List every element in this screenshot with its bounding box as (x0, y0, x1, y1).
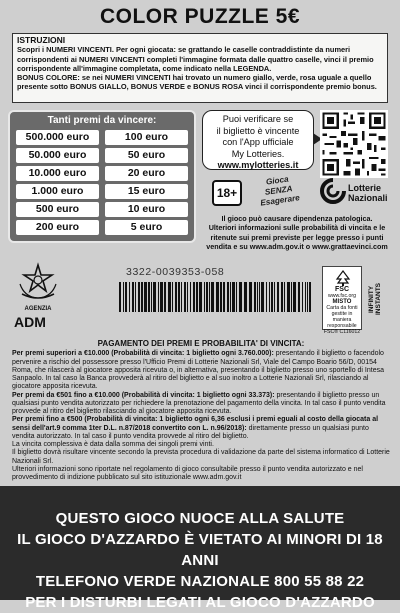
italian-republic-emblem-icon (16, 262, 60, 302)
footer-line: PER I DISTURBI LEGATI AL GIOCO D'AZZARDO (25, 594, 375, 611)
gambling-warning (202, 214, 392, 252)
lotterie-line: Nazionali (348, 193, 388, 203)
agency-label (16, 306, 60, 313)
prize-cell: 5 euro (105, 220, 188, 235)
payment-paragraph: La vincita complessiva è data dalla somma dei singoli premi vinti. (12, 441, 214, 448)
instructions-box (12, 33, 388, 103)
ticket-number: 3322-0039353-058 (126, 266, 225, 278)
warning-line: vendita e su www.adm.gov.it o www.grattaevinci.com (206, 242, 388, 252)
gioca-line: Gioca (265, 174, 290, 187)
payment-paragraph: Ulteriori informazioni sono riportate nel regolamento di gioco consultabile presso il punto vendita autorizzato e nel provvedimento di indizione pubblicato sul sito istituzionale www.adm.gov.it (12, 465, 363, 481)
prize-cell: 200 euro (16, 220, 99, 235)
fsc-tree-icon (334, 270, 352, 286)
prize-cell: 1.000 euro (16, 184, 99, 199)
payment-bold: Per premi superiori a €10.000 (Probabilità di vincita: 1 biglietto ogni 3.760.000): (12, 350, 274, 358)
payment-terms (12, 340, 390, 480)
prize-cell: 500.000 euro (16, 130, 99, 145)
prize-table (8, 110, 196, 243)
prize-cell: 50 euro (105, 148, 188, 163)
prize-cell: 10.000 euro (16, 166, 99, 181)
verify-line: Puoi verificare se (222, 114, 294, 124)
fsc-code: FSC® C116012 (323, 329, 361, 335)
fsc-site: www.fsc.org (328, 293, 356, 299)
payment-paragraph (12, 350, 390, 391)
footer-line: IL GIOCO D'AZZARDO È VIETATO AI MINORI DI 18 ANNI (17, 531, 383, 569)
gioca-line: SENZA (264, 184, 294, 197)
prize-cell: 50.000 euro (16, 148, 99, 163)
fsc-desc: Carta da fonti gestite in maniera responsabile (326, 305, 358, 329)
verify-line: il biglietto è vincente (216, 125, 300, 136)
barcode-icon[interactable] (118, 282, 313, 312)
warning-line: ritenute sui premi previste per legge presso i punti (210, 232, 384, 242)
gioca-line: Esagerare (259, 193, 301, 208)
verify-line: con l'App ufficiale (222, 137, 294, 147)
age-18-badge: 18+ (212, 180, 242, 206)
ticket-title: COLOR PUZZLE 5€ (99, 5, 301, 28)
prize-table-heading: Tanti premi da vincere: (47, 115, 157, 126)
payment-text: direttamente presso un qualsiasi punto vendita autorizzato. In tal caso il punto vendita provvede al ritiro del biglietto. (12, 424, 369, 440)
payment-paragraph (12, 392, 390, 417)
infinity-instants-logo: INFINITY INSTANTS (368, 282, 382, 316)
adm-logo: ADM (14, 314, 46, 330)
agency-line: AGENZIA (24, 306, 52, 312)
prize-cell: 20 euro (105, 166, 188, 181)
payment-bold: Per premi da €501 fino a €10.000 (Probabilità di vincita: 1 biglietto ogni 33.373): (12, 391, 275, 399)
logos-row (208, 174, 392, 212)
instructions-heading: ISTRUZIONI (17, 35, 66, 45)
payment-text: presentando il biglietto o facendolo pervenire a rischio del possessore presso l'Ufficio Premi di Lotterie Nazionali Srl, Viale del Campo Boario 56/D, 00154 Roma, che rilascerà al giocatore apposita ricevuta o, in alternativa, presentando il biglietto presso uno sportello di Intesa Sanpaolo. In tal caso la Banca provvederà al ritiro del biglietto e al suo inoltro a Lotterie Nazionali Srl, rilasciando al giocatore apposita ricevuta. (12, 350, 384, 391)
payment-paragraph (12, 416, 390, 441)
payment-text: presentando il biglietto presso un qualsiasi punto vendita autorizzato per richiedere la prenotazione del pagamento della vincita. In tal caso il punto vendita provvede al ritiro del biglietto rilasciando al giocatore apposita ricevuta. (12, 391, 386, 415)
payment-bold: Per premi fino a €500 (Probabilità di vincita: 1 biglietto ogni 6,36 esclusi i premi eguali al costo della giocata al sensi dell'art.9 comma 1ter D.L. n.87/2018 convertito con L. n.96/2018): (12, 416, 379, 432)
prize-cell: 100 euro (105, 130, 188, 145)
instructions-bonus: BONUS COLORE: se nei NUMERI VINCENTI hai trovato un numero giallo, verde, rosa uguale a quello presente sotto BONUS GIALLO, BONUS VERDE e BONUS ROSA vinci il corrispondente premio bonus. (17, 73, 377, 92)
instructions-text: Scopri i NUMERI VINCENTI. Per ogni giocata: se grattando le caselle contraddistinte da numeri corrispondenti ai NUMERI VINCENTI completi l'immagine formata dalle quattro caselle, vinci il premio corrispondente all'immagine completata, come indicato nella LEGENDA. (17, 45, 374, 73)
prize-cell: 500 euro (16, 202, 99, 217)
verify-callout (202, 110, 314, 170)
warning-line: Il gioco può causare dipendenza patologica. (221, 214, 373, 223)
lotterie-nazionali-text (348, 183, 388, 203)
payment-title: PAGAMENTO DEI PREMI E PROBABILITA' DI VINCITA: (97, 339, 305, 348)
verify-line: My Lotteries. (231, 148, 285, 159)
footer-line: QUESTO GIOCO NUOCE ALLA SALUTE (55, 510, 345, 527)
health-warning-footer (0, 486, 400, 611)
fsc-misto: MISTO (332, 299, 352, 305)
warning-line: Ulteriori informazioni sulle probabilità di vincita e le (208, 223, 386, 233)
qr-code-icon[interactable] (320, 110, 388, 178)
middle-section (8, 110, 392, 262)
prize-cell: 10 euro (105, 202, 188, 217)
gioca-senza-esagerare-logo (250, 172, 308, 213)
fsc-label (322, 266, 362, 335)
barcode-zone (8, 262, 392, 335)
prize-grid (16, 130, 188, 235)
lotterie-line: Lotterie (348, 183, 382, 193)
fsc-title: FSC (335, 286, 349, 293)
prize-cell: 15 euro (105, 184, 188, 199)
lotterie-nazionali-logo-icon (320, 178, 346, 204)
footer-line: TELEFONO VERDE NAZIONALE 800 55 88 22 (35, 573, 365, 590)
verify-url: www.mylotteries.it (217, 160, 299, 170)
payment-paragraph: Il biglietto dovrà risultare vincente secondo la prevista procedura di validazione da parte del sistema informatico di Lotterie Nazionali Srl. (12, 449, 390, 465)
